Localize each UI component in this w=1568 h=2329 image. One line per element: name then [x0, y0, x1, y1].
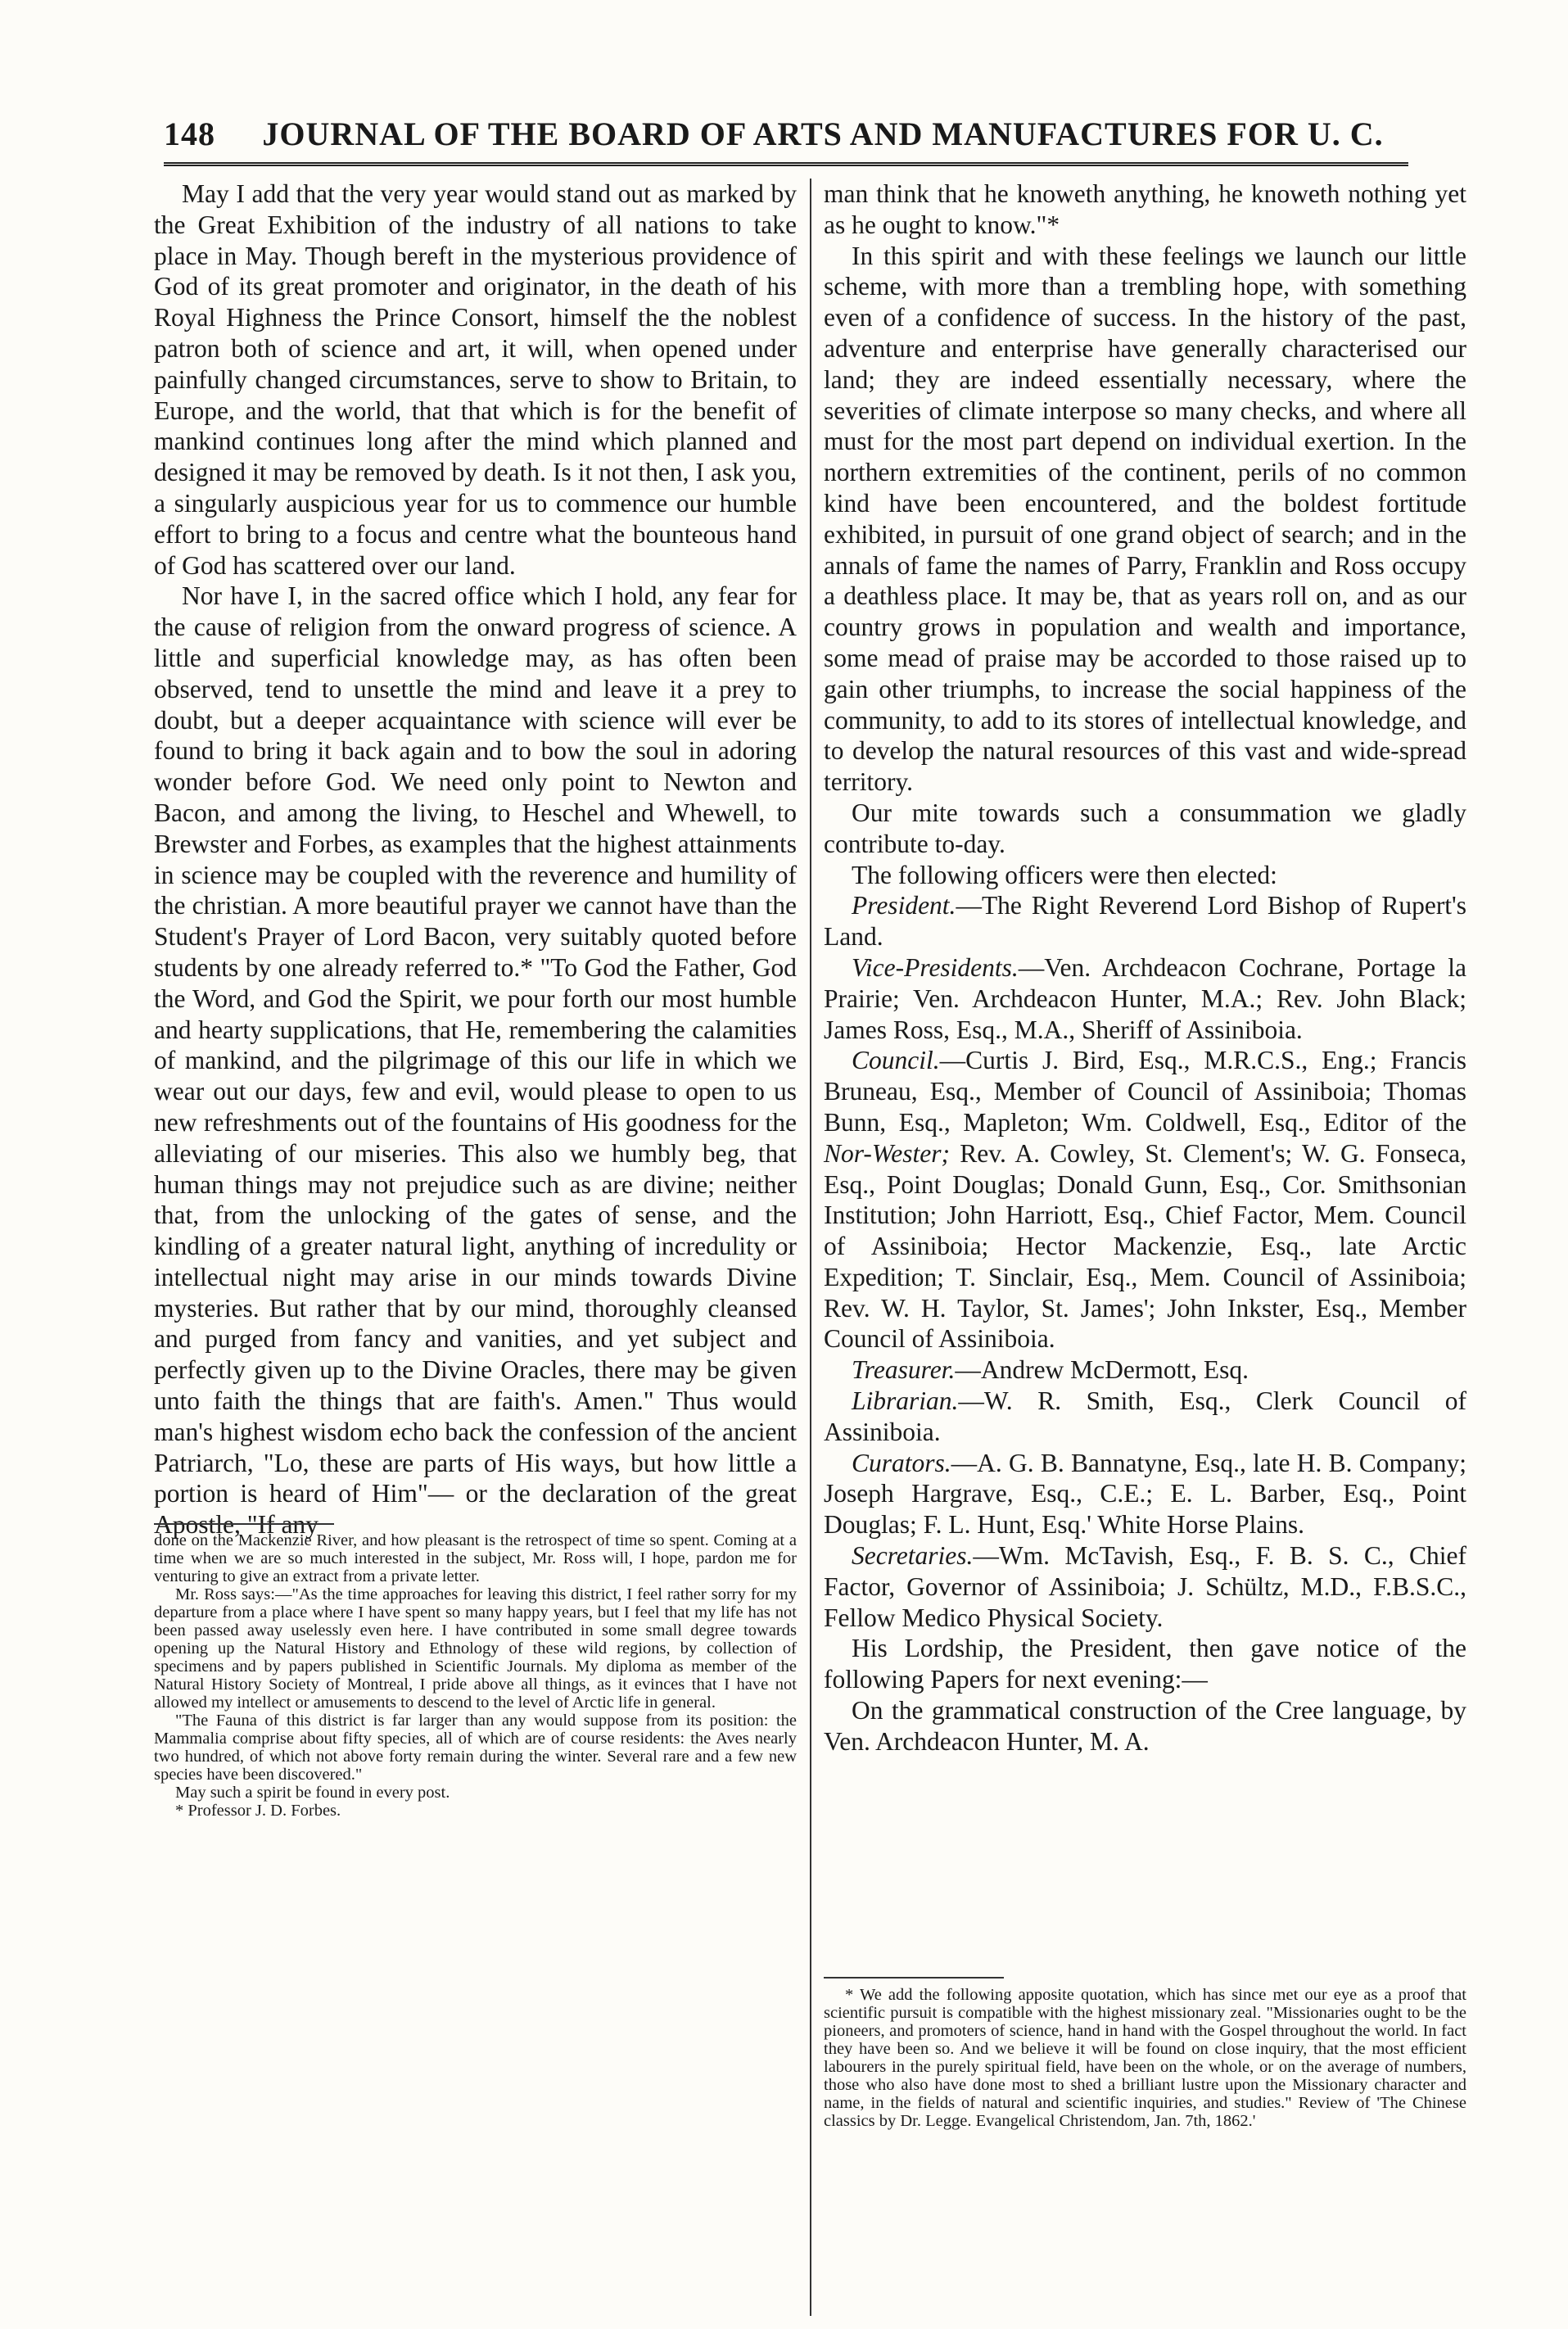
left-footnote [154, 1531, 797, 1820]
left-column [154, 179, 797, 1540]
officer-text: —The Right Reverend Lord Bishop of Rupert's Land. [824, 891, 1466, 952]
page-number: 148 [164, 115, 215, 152]
officer-treasurer [824, 1354, 1466, 1386]
footnote-paragraph: done on the Mackenzie River, and how pleasant is the retrospect of time so spent. Coming at a time when we are so much interested in the subject, Mr. Ross will, I hope, pardon me for venturing to give an extract from a private letter. [154, 1531, 797, 1585]
right-footnote [824, 1986, 1466, 2130]
right-column [824, 179, 1466, 1757]
officer-president [824, 890, 1466, 952]
footnote-rule [154, 1523, 334, 1525]
column-divider [810, 179, 811, 2316]
officer-text: Rev. A. Cowley, St. Clement's; W. G. Fonseca, Esq., Point Douglas; Donald Gunn, Esq., Cor. Smithsonian Institution; John Harriott, Esq., Chief Factor, Mem. Council of Assiniboia; Hector Mackenzie, Esq., late Arctic Expedition; T. Sinclair, Esq., Mem. Council of Assiniboia; Rev. W. H. Taylor, St. James'; John Inkster, Esq., Member Council of Assiniboia. [824, 1138, 1466, 1354]
officer-council [824, 1045, 1466, 1354]
paragraph-mite: Our mite towards such a consummation we gladly contribute to-day. [824, 798, 1466, 858]
officer-label: Vice-Presidents. [852, 952, 1019, 982]
running-header [164, 115, 1392, 153]
officer-label: Treasurer. [852, 1355, 956, 1385]
officer-text: —Andrew McDermott, Esq. [955, 1355, 1249, 1385]
officer-text: —Ven. Archdeacon Cochrane, Portage la Prairie; Ven. Archdeacon Hunter, M.A.; Rev. John Black; James Ross, Esq., M.A., Sheriff of Assiniboia. [824, 952, 1466, 1044]
paragraph-continuation: man think that he knoweth anything, he knoweth nothing yet as he ought to know."* [824, 179, 1466, 239]
officer-label: Curators. [852, 1448, 951, 1477]
officer-librarian [824, 1386, 1466, 1448]
officer-label: President. [852, 891, 956, 920]
paragraph-science-religion: Nor have I, in the sacred office which I hold, any fear for the cause of religion from the onward progress of science. A little and superficial knowledge may, as has often been observed, tend to unsettle the mind and leave it a prey to doubt, but a deeper acquaintance with science will ever be found to bring it back again and to bow the soul in adoring wonder before God. We need only point to Newton and Bacon, and among the living, to Heschel and Whewell, to Brewster and Forbes, as examples that the highest attainments in science may be coupled with the reverence and humility of the christian. A more beautiful prayer we cannot have than the Student's Prayer of Lord Bacon, very suitably quoted before students by one already referred to.* "To God the Father, God the Word, and God the Spirit, we pour forth our most humble and hearty supplications, that He, remembering the calamities of mankind, and the pilgrimage of this our life in which we wear out our days, few and evil, would please to open to us new refreshments out of the fountains of His goodness for the alleviating of our miseries. This also we humbly beg, that human things may not prejudice such as are divine; neither that, from the unlocking of the gates of sense, and the kindling of a greater natural light, anything of incredulity or intellectual night may arise in our minds towards Divine mysteries. But rather that by our mind, thoroughly cleansed and purged from fancy and vanities, and yet subject and perfectly given up to the Divine Oracles, there may be given unto faith the things that are faith's. Amen." Thus would man's highest wisdom echo back the confession of the ancient Patriarch, "Lo, these are parts of His ways, but how little a portion is heard of Him"— or the declaration of the great Apostle, "If any [154, 581, 797, 1540]
officer-curators [824, 1448, 1466, 1540]
footnote-paragraph: May such a spirit be found in every post. [175, 1784, 450, 1802]
officer-text: —Curtis J. Bird, Esq., M.R.C.S., Eng.; Francis Bruneau, Esq., Member of Council of Assiniboia; Thomas Bunn, Esq., Mapleton; Wm. Coldwell, Esq., Editor of the [824, 1046, 1466, 1137]
paragraph-paper-cree: On the grammatical construction of the Cree language, by Ven. Archdeacon Hunter, M. A. [824, 1696, 1466, 1756]
paragraph-notice: His Lordship, the President, then gave notice of the following Papers for next evening:— [824, 1634, 1466, 1694]
paragraph-exhibition: May I add that the very year would stand out as marked by the Great Exhibition of the industry of all nations to take place in May. Though bereft in the mysterious providence of God of its great promoter and originator, in the death of his Royal Highness the Prince Consort, himself the the noblest patron both of science and art, it will, when opened under painfully changed circumstances, serve to show to Britain, to Europe, and the world, that that which is for the benefit of mankind continues long after the mind which planned and designed it may be removed by death. Is it not then, I ask you, a singularly auspicious year for us to commence our humble effort to bring to a focus and centre what the bounteous hand of God has scattered over our land. [154, 179, 797, 580]
officer-text: —W. R. Smith, Esq., Clerk Council of Assiniboia. [824, 1386, 1466, 1446]
footnote-paragraph: "The Fauna of this district is far larger than any would suppose from its position: the Mammalia comprise about fifty species, all of which are of course residents: the Aves nearly two hundred, of which not above forty remain during the winter. Several rare and a few new species have been discovered." [154, 1712, 797, 1784]
paragraph-scheme: In this spirit and with these feelings we launch our little scheme, with more than a trembling hope, with something even of a confidence of success. In the history of the past, adventure and enterprise have generally characterised our land; they are indeed essentially necessary, where the severities of climate interpose so many checks, and where all must for the most part depend on individual exertion. In the northern extremities of the continent, perils of no common kind have been encountered, and the boldest fortitude exhibited, in pursuit of one grand object of search; and in the annals of fame the names of Parry, Franklin and Ross occupy a deathless place. It may be, that as years roll on, and as our country grows in population and wealth and importance, some mead of praise may be accorded to those raised up to gain other triumphs, to increase the social happiness of the community, to add to its stores of intellectual knowledge, and to develop the natural resources of this vast and wide-spread territory. [824, 241, 1466, 797]
officer-label: Council. [852, 1046, 940, 1075]
footnote-rule [824, 1977, 1004, 1979]
officer-label: Librarian. [852, 1386, 959, 1416]
officer-text: —A. G. B. Bannatyne, Esq., late H. B. Company; Joseph Hargrave, Esq., C.E.; E. L. Barber, Esq., Point Douglas; F. L. Hunt, Esq.' White Horse Plains. [824, 1448, 1466, 1540]
header-rule [164, 162, 1408, 166]
footnote-paragraph: * Professor J. D. Forbes. [175, 1802, 341, 1820]
footnote-paragraph: Mr. Ross says:—"As the time approaches for leaving this district, I feel rather sorry for my departure from a place where I have spent so many happy years, but I feel that my life has not been passed away uselessly even here. I have contributed in some small degree towards opening up the Natural History and Ethnology of these wild regions, by collection of specimens and by papers published in Scientific Journals. My diploma as member of the Natural History Society of Montreal, I pride above all things, as it evinces that I have not allowed my intellect or amusements to descend to the level of Arctic life in general. [154, 1585, 797, 1712]
officer-label: Secretaries. [852, 1541, 974, 1571]
officer-secretaries [824, 1540, 1466, 1633]
footnote-paragraph: * We add the following apposite quotation, which has since met our eye as a proof that scientific pursuit is compatible with the highest missionary zeal. "Missionaries ought to be the pioneers, and promoters of science, hand in hand with the Gospel throughout the world. In fact they have been so. And we believe it will be found on close inquiry, that the most efficient labourers in the purely spiritual field, have been on the whole, or on the average of numbers, those who also have done most to shed a brilliant lustre upon the Missionary character and name, in the fields of natural and scientific inquiries, and studies." Review of 'The Chinese classics by Dr. Legge. Evangelical Christendom, Jan. 7th, 1862.' [824, 1986, 1466, 2130]
officer-vice-presidents [824, 952, 1466, 1045]
running-title: JOURNAL OF THE BOARD OF ARTS AND MANUFACTURES FOR U. C. [262, 115, 1384, 152]
officer-text: —Wm. McTavish, Esq., F. B. S. C., Chief Factor, Governor of Assiniboia; J. Schültz, M.D., F.B.S.C., Fellow Medico Physical Society. [824, 1541, 1466, 1632]
newspaper-title: Nor-Wester; [824, 1138, 950, 1168]
paragraph-officers-intro: The following officers were then elected: [852, 860, 1277, 889]
